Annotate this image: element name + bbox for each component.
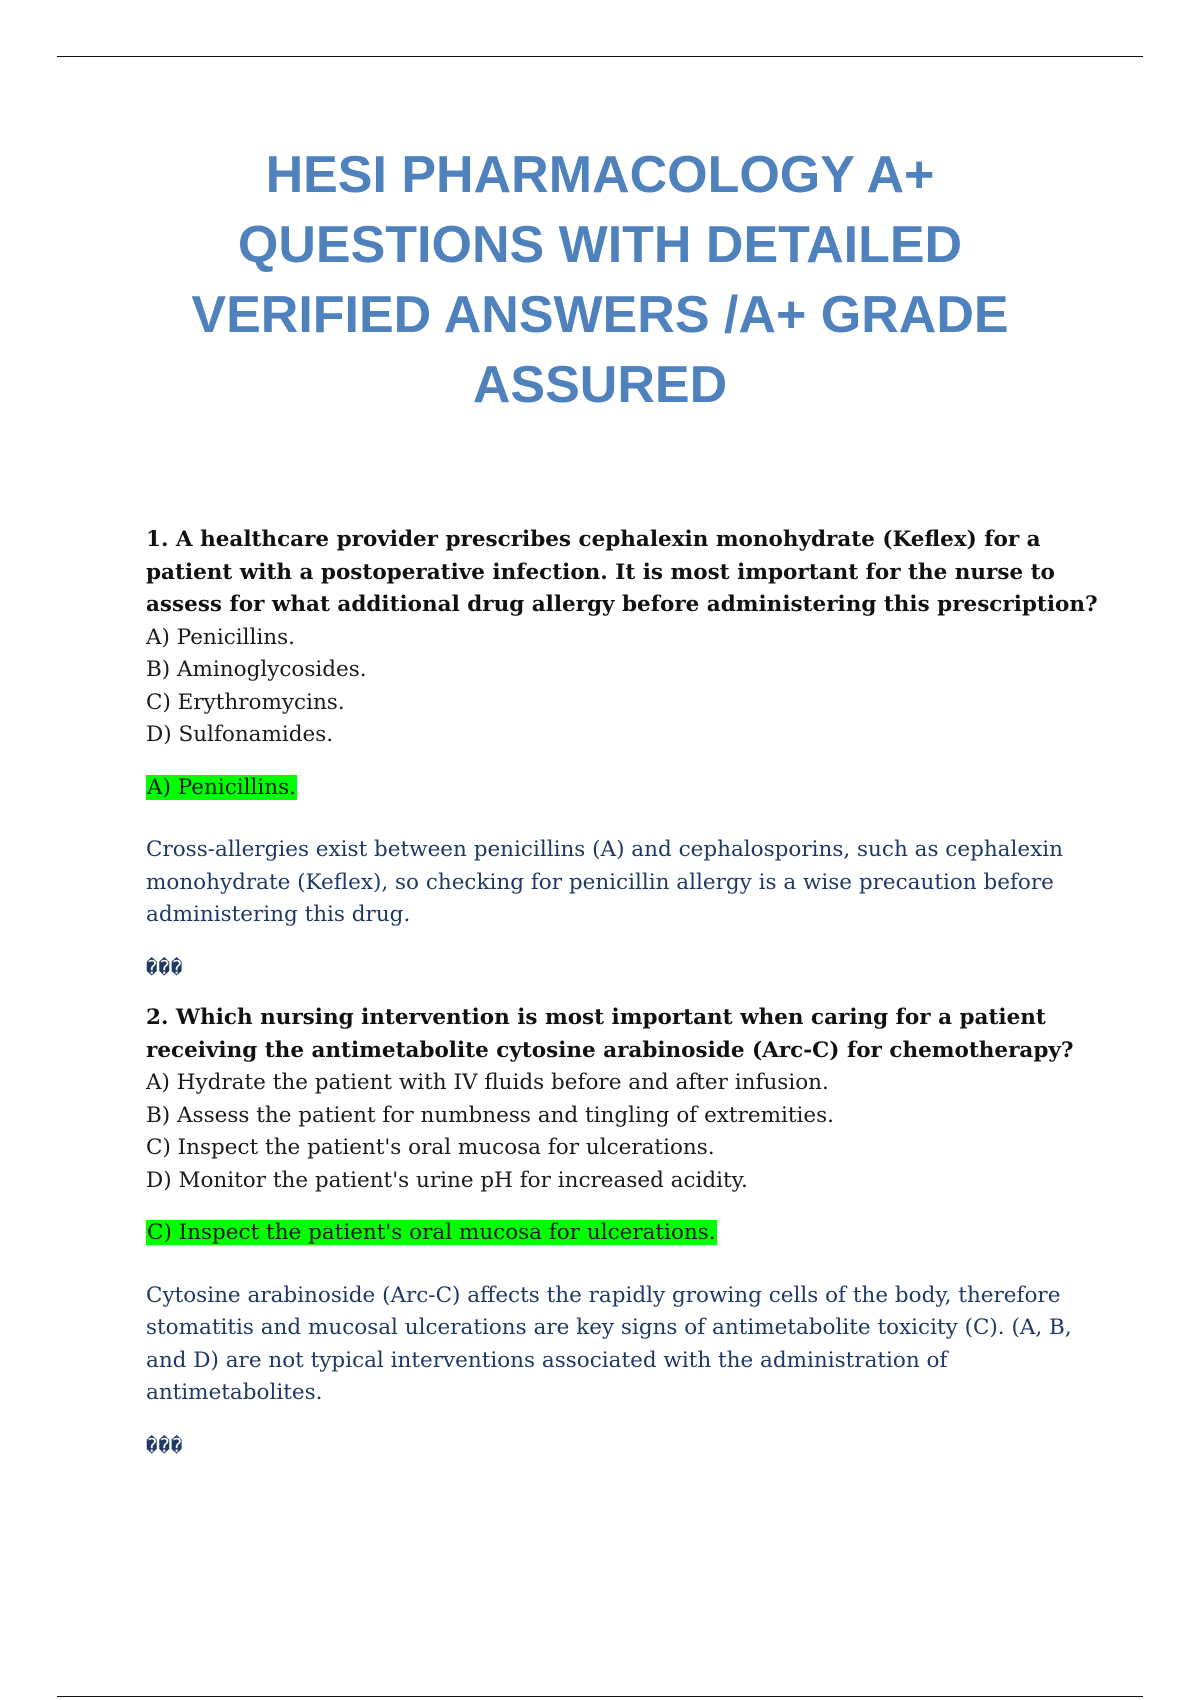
top-rule [57, 56, 1143, 57]
question-1-options [146, 622, 1106, 752]
title-line-2: QUESTIONS WITH DETAILED [237, 216, 963, 274]
question-1-explanation: Cross-allergies exist between penicillins (A) and cephalosporins, such as cephalexin monohydrate (Keflex), so checking for penicillin allergy is a wise precaution before administering this drug. [146, 837, 1063, 927]
question-2-answer-line [146, 1217, 1106, 1250]
bottom-rule [57, 1696, 1143, 1697]
title-line-1: HESI PHARMACOLOGY A+ [265, 146, 935, 204]
question-2-option-c: C) Inspect the patient's oral mucosa for ulcerations. [146, 1135, 715, 1160]
question-2-options [146, 1067, 1106, 1197]
question-2-option-a: A) Hydrate the patient with IV fluids before and after infusion. [146, 1070, 829, 1095]
document-body [146, 524, 1106, 1462]
question-1-option-a: A) Penicillins. [146, 624, 295, 650]
question-1-missing-glyph-icons: ��� [146, 956, 184, 979]
question-1-answer-line [146, 772, 1106, 805]
question-1-text: 1. A healthcare provider prescribes cephalexin monohydrate (Keflex) for a patient with a postoperative infection. It is most important for the nurse to assess for what additional drug allergy before administering this prescription? [146, 527, 1098, 617]
question-1-option-c: C) Erythromycins. [146, 689, 345, 715]
title-line-3: VERIFIED ANSWERS /A+ GRADE [191, 286, 1009, 344]
document-title [100, 140, 1100, 420]
question-2-answer: C) Inspect the patient's oral mucosa for ulcerations. [147, 1220, 716, 1245]
question-1-option-d: D) Sulfonamides. [146, 722, 334, 747]
question-2-missing-glyph-icons: ��� [146, 1434, 184, 1457]
title-line-4: ASSURED [472, 356, 728, 414]
question-2-option-b: B) Assess the patient for numbness and tingling of extremities. [146, 1102, 834, 1128]
question-1-answer: A) Penicillins. [147, 774, 296, 800]
question-2-block [146, 1002, 1106, 1462]
question-2-text: 2. Which nursing intervention is most important when caring for a patient receiving the antimetabolite cytosine arabinoside (Arc-C) for chemotherapy? [146, 1005, 1074, 1063]
question-1-option-b: B) Aminoglycosides. [146, 657, 367, 682]
question-1-block [146, 524, 1106, 984]
question-2-option-d: D) Monitor the patient's urine pH for increased acidity. [146, 1167, 748, 1193]
question-2-explanation: Cytosine arabinoside (Arc-C) affects the rapidly growing cells of the body, therefore stomatitis and mucosal ulcerations are key signs of antimetabolite toxicity (C). (A, B, and D) are not typical interventions associated with the administration of antimetabolites. [146, 1282, 1072, 1405]
